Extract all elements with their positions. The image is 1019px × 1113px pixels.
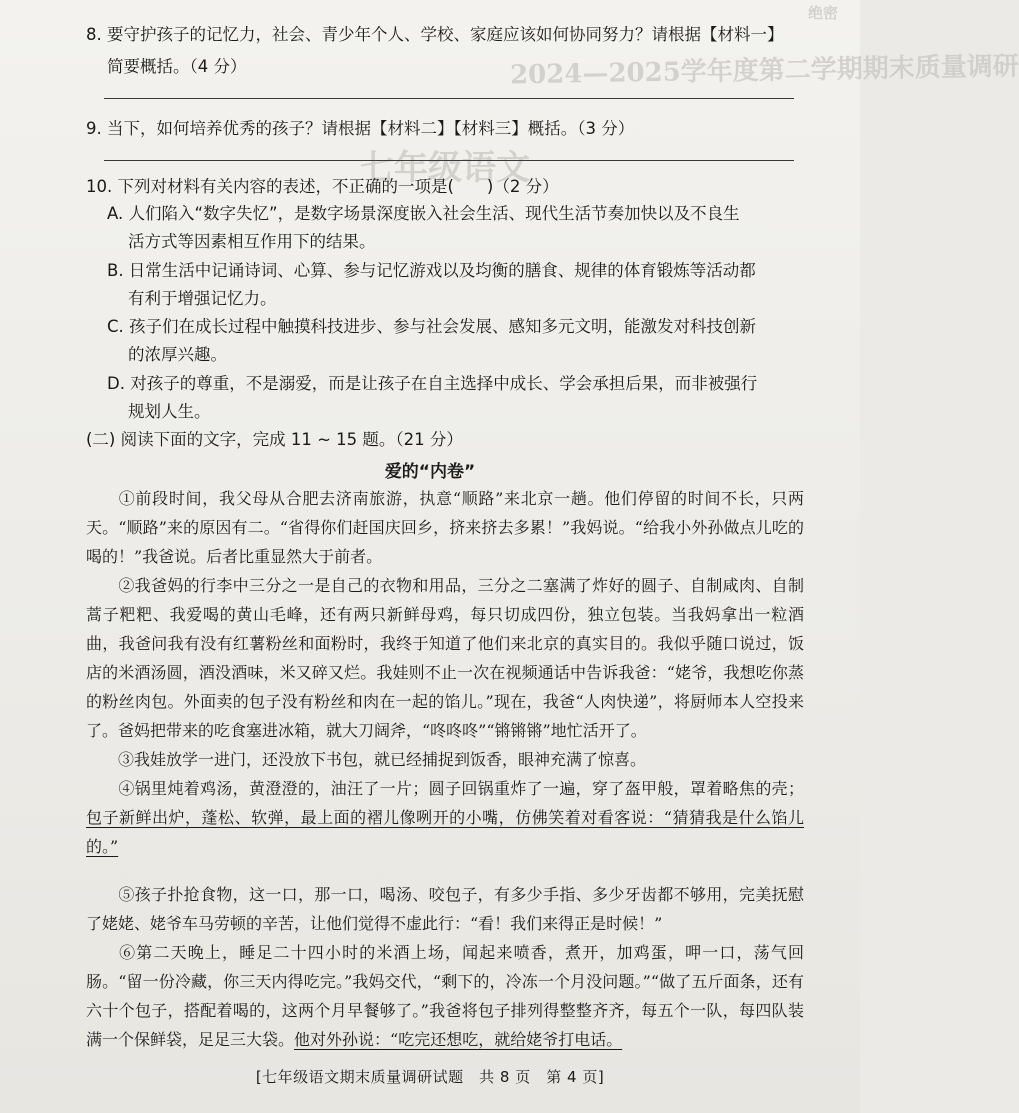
page-footer: [七年级语文期末质量调研试题 共 8 页 第 4 页] bbox=[255, 1068, 605, 1086]
paragraph-6 bbox=[86, 938, 804, 1054]
question-10: 10. 下列对材料有关内容的表述，不正确的一项是( )（2 分） bbox=[86, 177, 559, 196]
essay-title: 爱的“内卷” bbox=[384, 462, 476, 482]
option-a: A. 人们陷入“数字失忆”，是数字场景深度嵌入社会生活、现代生活节奏加快以及不良生 bbox=[107, 204, 740, 223]
paragraph-3-text: ③我娃放学一进门，还没放下书包，就已经捕捉到饭香，眼神充满了惊喜。 bbox=[118, 750, 647, 769]
option-c-cont: 的浓厚兴趣。 bbox=[128, 345, 227, 364]
paragraph-3 bbox=[86, 745, 804, 774]
paragraph-4-underlined: 包子新鲜出炉，蓬松、软弹，最上面的褶儿像咧开的小嘴，仿佛笑着对看客说：“猜猜我是什么馅儿的。” bbox=[86, 808, 804, 856]
bleed-through-year-line: 2024—2025学年度第二学期期末质量调研 bbox=[509, 51, 1019, 91]
option-b: B. 日常生活中记诵诗词、心算、参与记忆游戏以及均衡的膳食、规律的体育锻炼等活动都 bbox=[107, 261, 756, 280]
paragraph-5 bbox=[86, 880, 804, 938]
question-9: 9. 当下，如何培养优秀的孩子？请根据【材料二】【材料三】概括。（3 分） bbox=[86, 119, 635, 138]
paragraph-1-text: ①前段时间，我父母从合肥去济南旅游，执意“顺路”来北京一趟。他们停留的时间不长，只两天。“顺路”来的原因有二。“省得你们赶国庆回乡，挤来挤去多累！”我妈说。“给我小外孙做点儿吃的喝的！”我爸说。后者比重显然大于前者。 bbox=[86, 489, 804, 566]
paragraph-4-text: ④锅里炖着鸡汤，黄澄澄的，油汪了一片；圆子回锅重炸了一遍，穿了盔甲般，罩着略焦的壳； bbox=[118, 779, 804, 798]
question-8-line2: 简要概括。（4 分） bbox=[107, 57, 247, 76]
paragraph-1 bbox=[86, 484, 804, 571]
option-a-cont: 活方式等因素相互作用下的结果。 bbox=[128, 232, 376, 251]
paragraph-4 bbox=[86, 774, 804, 861]
option-d: D. 对孩子的尊重，不是溺爱，而是让孩子在自主选择中成长、学会承担后果，而非被强行 bbox=[107, 374, 758, 393]
paragraph-5-text: ⑤孩子扑抢食物，这一口，那一口，喝汤、咬包子，有多少手指、多少牙齿都不够用，完美抚慰了姥姥、姥爷车马劳顿的辛苦，让他们觉得不虚此行：“看！我们来得正是时候！” bbox=[86, 885, 804, 933]
question-8-line1: 8. 要守护孩子的记忆力，社会、青少年个人、学校、家庭应该如何协同努力？请根据【材料一】 bbox=[86, 25, 784, 44]
paragraph-6-underlined: 他对外孙说：“吃完还想吃，就给姥爷打电话。 bbox=[294, 1030, 623, 1049]
answer-line-q8 bbox=[104, 98, 794, 99]
answer-line-q9 bbox=[104, 160, 794, 161]
bleed-through-subject: 七年级语文 bbox=[360, 148, 530, 188]
paragraph-2-text: ②我爸妈的行李中三分之一是自己的衣物和用品，三分之二塞满了炸好的圆子、自制咸肉、自制蒿子粑粑、我爱喝的黄山毛峰，还有两只新鲜母鸡，每只切成四份，独立包装。当我妈拿出一粒酒曲，我爸问我有没有红薯粉丝和面粉时，我终于知道了他们来北京的真实目的。我似乎随口说过，饭店的米酒汤圆，酒没酒味，米又碎又烂。我娃则不止一次在视频通话中告诉我爸：“姥爷，我想吃你蒸的粉丝肉包。外面卖的包子没有粉丝和肉在一起的馅儿。”现在，我爸“人肉快递”，将厨师本人空投来了。爸妈把带来的吃食塞进冰箱，就大刀阔斧，“咚咚咚”“锵锵锵”地忙活开了。 bbox=[86, 576, 804, 740]
reading-section-heading: (二) 阅读下面的文字，完成 11 ~ 15 题。（21 分） bbox=[86, 430, 463, 449]
option-c: C. 孩子们在成长过程中触摸科技进步、参与社会发展、感知多元文明，能激发对科技创新 bbox=[107, 317, 757, 336]
paragraph-6-text: ⑥第二天晚上，睡足二十四小时的米酒上场，闻起来喷香，煮开，加鸡蛋，呷一口，荡气回肠。“留一份冷藏，你三天内得吃完。”我妈交代，“剩下的，冷冻一个月没问题。”“做了五斤面条，还有六十个包子，搭配着喝的，这两个月早餐够了。”我爸将包子排列得整整齐齐，每五个一队，每四队装满一个保鲜袋，足足三大袋。 bbox=[86, 943, 804, 1049]
option-b-cont: 有利于增强记忆力。 bbox=[128, 289, 277, 308]
option-d-cont: 规划人生。 bbox=[128, 402, 211, 421]
paragraph-2 bbox=[86, 571, 804, 745]
bleed-through-corner: 绝密 bbox=[808, 4, 839, 22]
